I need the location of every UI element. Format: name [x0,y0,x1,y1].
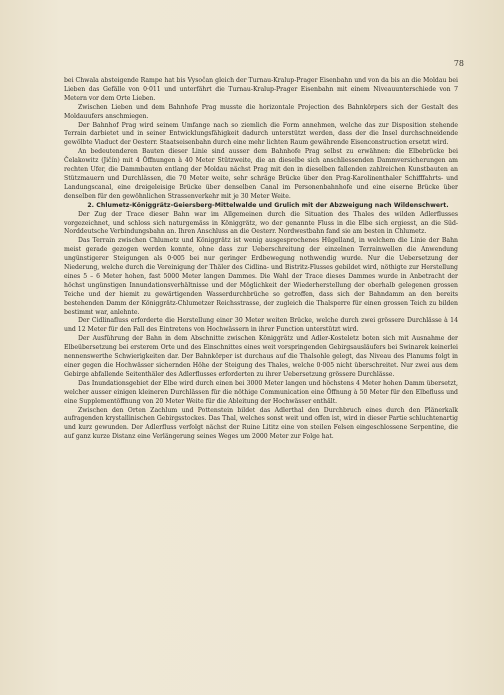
paragraph: bei Chwala absteigende Rampe hat bis Vysočan gleich der Turnau-Kralup-Prager Eisenbahn und von da bis an die Moldau bei Lieben das Gefälle von 0·011 und unterfährt die Turnau-Kralup-Prager Eisenbahn mit einem Niveauunterschiede von 7 Metern vor dem Orte Lieben. [64,77,458,102]
page-number: 78 [453,59,464,68]
paragraph: Zwischen Lieben und dem Bahnhofe Prag musste die horizontale Projection des Bahnkörpers sich der Gestalt des Moldauufers anschmiegen. [64,103,458,120]
paragraph: An bedeutenderen Bauten dieser Linie sind ausser dem Bahnhofe Prag selbst zu erwähnen: die Elbebrücke bei Čelakowitz (Jičín) mit 4 Öffnungen à 40 Meter Stützweite, die an dieselbe sich anschliessenden Dammversicherungen am rechten Ufer, die Dammbauten entlang der Moldau nächst Prag mit den in dieselben fallenden zahlreichen Kunstbauten an Stützmauern und Durchlässen, die 70 Meter weite, sehr schräge Brücke über den Prag-Karolinenthaler Schifffahrts- und Landungscanal, eine dreigeleisige Brücke über denselben Canal im Personenbahnhofe und eine eiserne Brücke über denselben für den gewöhnlichen Strassenverkehr mit je 30 Meter Weite. [64,148,458,200]
section-heading: 2. Chlumetz-Königgrätz-Geiersberg-Mittelwalde und Grulich mit der Abzweigung nach Wildenschwert. [87,201,449,209]
paragraph: Der Cidlinafluss erforderte die Herstellung einer 30 Meter weiten Brücke, welche durch zwei grössere Durchlässe à 14 und 12 Meter für den Fall des Eintretens von Hochwässern in ihrer Function unterstützt wird. [64,317,458,334]
paragraph: Zwischen den Orten Zachlum und Pottenstein bildet das Adlerthal den Durchbruch eines durch den Plänerkalk aufragenden krystallinischen Gebirgsstockes. Das Thal, welches sonst weit und offen ist, wird in dieser Partie schluchtenartig und kurz gewunden. Der Adlerfluss verfolgt nächst der Ruine Lititz eine von steilen Felsen eingeschlossene Serpentine, die auf ganz kurze Distanz eine Verlängerung seines Weges um 2000 Meter zur Folge hat. [64,406,458,441]
paragraph: Das Inundationsgebiet der Elbe wird durch einen bei 3000 Meter langen und höchstens 4 Meter hohen Damm übersetzt, welcher ausser einigen kleineren Durchlässen für die nöthige Communication eine Öffnung à 50 Meter für den Elbefluss und eine Supplementöffnung von 20 Meter Weite für die Ableitung der Hochwässer enthält. [64,379,458,405]
paragraph: Der Zug der Trace dieser Bahn war im Allgemeinen durch die Situation des Thales des wilden Adlerflusses vorgezeichnet, und schloss sich naturgemäss in Königgrätz, wo der genannte Fluss in die Elbe sich ergiesst, an die Süd-Norddeutsche Verbindungsbahn an. Ihren Anschluss an die Oesterr. Nordwestbahn fand sie am besten in Chlumetz. [64,210,458,236]
paragraph: Das Terrain zwischen Chlumetz und Königgrätz ist wenig ausgesprochenes Hügelland, in welchem die Linie der Bahn meist gerade gezogen werden konnte, ohne dass zur Ueberschreitung der einzelnen Terrainwellen die Anwendung ungünstigerer Steigungen als 0·005 bei nur geringer Erdbewegung nothwendig wurde. Nur die Uebersetzung der Niederung, welche durch die Vereinigung der Thäler des Cidlina- und Bistritz-Flusses gebildet wird, nöthigte zur Herstellung eines 5 – 6 Meter hohen, fast 5000 Meter langen Dammes. Die Wahl der Trace dieses Dammes wurde in Anbetracht der höchst ungünstigen Innundationsverhältnisse und der Möglichkeit der Wiederherstellung der oberhalb gelegenen grossen Teiche und der hiemit zu gewärtigenden Wasserdurchbrüche so getroffen, dass sich der Bahndamm an den bereits bestehenden Damm der Königgrätz-Chlumetzer Reichsstrasse, der zugleich die Thalsperre für einen grossen Teich zu bilden bestimmt war, anlehnte. [64,237,458,316]
paragraph: Der Bahnhof Prag wird seinem Umfange nach so ziemlich die Form annehmen, welche das zur Disposition stehende Terrain darbietet und in seiner Entwicklungsfähigkeit dadurch unterstützt werden, dass der die Insel durchschneidende gewölbte Viaduct der Oesterr. Staatseisenbahn durch eine mehr lichten Raum gewährende Eisenconstruction ersetzt wird. [64,121,458,147]
body-text [64,77,458,442]
paragraph: Der Ausführung der Bahn in dem Abschnitte zwischen Königgrätz und Adler-Kosteletz boten sich mit Ausnahme der Elbeübersetzung bei ersterem Orte und des Einschnittes eines weit vorspringenden Gebirgsausläufers bei Swinarek keinerlei nennenswerthe Schwierigkeiten dar. Der Bahnkörper ist durchaus auf die Thalsohle gelegt, das Niveau des Planums folgt in einer gegen die Hochwässer sichernden Höhe der Steigung des Thales, welche 0·005 nicht überschreitet. Nur zwei aus dem Gebirge abfallende Seitenthäler des Adlerflusses erforderten zu ihrer Uebersetzung grössere Durchlässe. [64,335,458,378]
